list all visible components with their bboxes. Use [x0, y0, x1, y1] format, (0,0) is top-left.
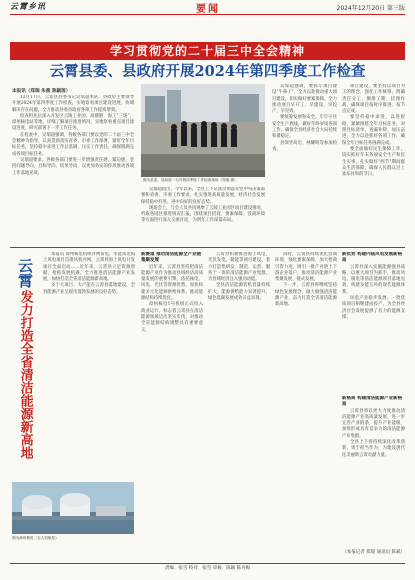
inspection-photo [141, 84, 265, 177]
top-article-col-1 [12, 95, 134, 243]
nuclear-plant-photo [12, 482, 134, 534]
feature-col-2 [141, 252, 203, 552]
feature-subhead: 新优势 构建内陆风电发展新格局 [342, 252, 403, 264]
inspection-photo-image [141, 84, 265, 177]
paragraph: 本报讯 漳州核电机组并网发电，华能霄北海上风电项目首批风机并网，云霄县海上风电开发项目全面启动……近年来，云霄县立足资源禀赋，抢抓发展机遇，全力推进清洁能源产业发展，加快打造全省清洁能源新高地。 [43, 252, 135, 283]
nuclear-plant-image [12, 482, 134, 534]
feature-subhead: 新赛道 推动清洁能源全产业链集聚发展 [141, 252, 202, 264]
feature-vertical-title [10, 258, 40, 470]
paragraph: 县领导高宏、林耀明等参加检查。 [272, 140, 337, 152]
paragraph: 全县上下将持续深化改革创新，勇于担当作为，为建设现代化美丽新云霄贡献力量。 [342, 440, 405, 458]
paragraph: 12月17日，云霄县县委书记吴瑞超率队，县政府主要领导开展2024年第四季度工作检查，实地察看项目建设进展，协调解决存在问题，全力推动县委县政府各项工作提质增效。 [12, 95, 134, 113]
feature-col-4 [275, 252, 337, 552]
issue-date: 2024年12月20日 第三版 [336, 5, 405, 12]
theme-banner: 学习贯彻党的二十届三中全会精神 [10, 42, 405, 60]
feature-title: 发力打造全省清洁能源新高地 [17, 290, 33, 459]
page-footer: 责编：张雪 校对：张雪 审核：陈颖 陈丹梅 [10, 563, 405, 574]
paragraph: 全县清洁能源装机容量持续扩大，能源供给能力显著提升，绿色低碳发展成效日益显现。 [208, 283, 270, 302]
paragraph: 同时，云霄县持续优化营商环境，强化要素保障，加大招商引资力度，吸引一批产业链上下游企业落户，推动清洁能源产业集聚发展、链式发展。 [275, 252, 337, 283]
paragraph: 风电产业稳步发展，一批优质项目相继建成投产，为全县经济社会发展提供了有力的能源支撑。 [342, 296, 405, 320]
masthead [10, 0, 405, 15]
author-credit: （本报记者 郑瑞 通讯员 陈斌） [342, 550, 405, 555]
paragraph: 吴瑞超指出，今年以来，全县上下认真贯彻落实党中央决策部署和省委、市委工作要求，扎实推进高质量发展，经济社会发展保持稳中有进、进中向好的良好态势。 [141, 187, 265, 205]
paragraph: 在检查中，吴瑞超强调，各级各部门要以党的二十届三中全会精神为指导，认真贯彻落实省委、市委工作部署，紧盯全年目标任务，坚持稳中求进工作总基调，压实工作责任，确保圆满完成各项目标任务。 [12, 132, 134, 157]
bottom-photo-caption: 图为漳州核电（无人机航拍） [12, 536, 59, 540]
paragraph: 检查组先后深入开发区云陵工业园、高塘港、海工“三场”、漳州核电站等地，详细了解项目推进情况，实地察看重点项目建设进度，研究部署下一步工作任务。 [12, 113, 134, 132]
paragraph: 吴瑞超强调，要抓牢项目建设“牛鼻子”，全力以赴推动重大项目建设，切实做好要素保障，全力推动项目早开工、早建设、早投产、早见效。 [272, 84, 337, 115]
paper-name: 云霄乡讯 [10, 1, 46, 11]
paragraph: 吴瑞超要求，各级各部门要进一步增强责任感、紧迫感，坚持问题导向、目标导向、结果导向，以更加务实的作风推动各项工作落地见效。 [12, 157, 134, 176]
main-headline: 云霄县委、县政府开展2024年第四季度工作检查 [49, 63, 366, 80]
top-article-col-4 [342, 84, 405, 244]
feature-subhead: 新格局 构建清洁能源产业新格局 [342, 396, 403, 408]
section-divider [10, 247, 405, 248]
paragraph: 现场会上，与会人员共同观摩了云陵工业园区项目建设情况，听取各园区推进情况汇报，围绕项目招商、要素保障、营商环境等方面进行深入交流讨论，为明年工作谋篇布局。 [141, 205, 265, 224]
paragraph: 下一步，云霄县将继续坚持绿色发展理念，做大做强清洁能源产业，奋力打造全省清洁能源新高地。 [275, 283, 337, 308]
feature-col-3 [208, 252, 270, 552]
feature-col-6 [342, 396, 405, 546]
paragraph: 要全面做好民生保障工作，切实抓好年末各项安全生产和民生实事，扎实做好“两节”期间群众生活保障，确保人民群众过上欢乐祥和的节日。 [342, 146, 405, 178]
paragraph: 项目建设，要坚持以项目为王的理念，强化工作统筹，明确责任分工，倒排工期、挂图作战，确保项目按时序推进、按节点完成。 [342, 84, 405, 115]
feature-col-1 [43, 252, 135, 478]
byline: 本报讯（郑瑞 朱燕 陈颖茵） [12, 89, 71, 94]
section-name: 要闻 [196, 4, 220, 15]
paragraph: 云霄县积极推进海上风电、光伏发电、储能等项目建设，着力打造集研发、制造、运营、服务于一体的清洁能源产业集群，为县域经济注入强劲动能。 [208, 252, 270, 283]
top-article-col-2 [141, 187, 265, 245]
paragraph: 要坚持稳中求进，以进促稳，紧紧围绕全年目标任务，对照目标清单，查漏补缺、加压奋进，全力以赴抓好各项工作，确保全年目标任务圆满完成。 [342, 115, 405, 146]
top-article-col-3 [272, 84, 337, 244]
paragraph: 云霄县将以更大力度推动清洁能源产业高质量发展，进一步完善产业链条，提升产业能级，加快形成具有竞争力的清洁能源产业集群。 [342, 408, 405, 439]
photo-caption: 图为县委、县政府一行开展四季度工作检查现场（郑瑞 摄） [143, 178, 238, 182]
paragraph: 近年来，云霄县坚持把清洁能源产业作为推动县域经济高质量发展的重要引擎，依托核电、风电、光伏等资源优势，加快构建多元化能源供给体系，推动能源结构持续优化。 [141, 264, 203, 302]
paragraph: 要统筹发展和安全，牢牢守住安全生产底线，做好年终岁尾各项工作，确保全县经济社会大局持续和谐稳定。 [272, 115, 337, 140]
paragraph: 多个大项目、大产能在云霄县落地建设，全县能源产业呈现出蓬勃发展的良好态势。 [43, 283, 135, 295]
feature-col-5 [342, 252, 405, 392]
paragraph: 漳州核电1号机组正式投入商业运行，标志着云霄县在清洁能源领域迈出坚实步伐，对推动全省能源结构调整具有重要意义。 [141, 302, 203, 333]
paragraph: 云霄县深入实施能源强县战略，以重大项目为抓手，推动风电、核电等清洁能源项目落地见效，构建多能互补的现代能源体系。 [342, 264, 405, 295]
feature-title-lead: 云霄 [16, 258, 34, 288]
